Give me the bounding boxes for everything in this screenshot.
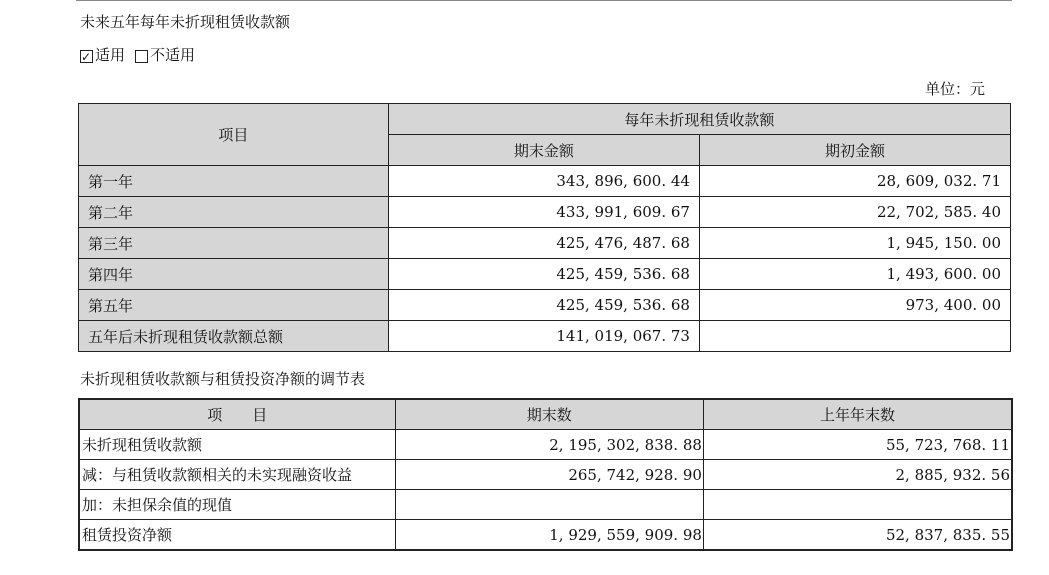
- row-end-amount: 425, 459, 536. 68: [388, 290, 699, 321]
- table-row: [79, 228, 1011, 259]
- reconciliation-heading: 未折现租赁收款额与租赁投资净额的调节表: [80, 370, 366, 388]
- header-group: 每年未折现租赁收款额: [388, 104, 1010, 135]
- table-row: [79, 490, 1012, 520]
- row-end-amount: 343, 896, 600. 44: [388, 166, 699, 197]
- row-end: 265, 742, 928. 90: [395, 460, 703, 490]
- row-item: 第二年: [79, 197, 389, 228]
- row-end-amount: 433, 991, 609. 67: [388, 197, 699, 228]
- header-end: 期末数: [395, 399, 703, 430]
- table-row: [79, 520, 1012, 551]
- header-item: 项 目: [79, 399, 395, 430]
- table-row: [79, 290, 1011, 321]
- row-item: 第四年: [79, 259, 389, 290]
- row-item: 第三年: [79, 228, 389, 259]
- row-end: 1, 929, 559, 909. 98: [395, 520, 703, 551]
- table-row: [79, 197, 1011, 228]
- row-begin-amount: 28, 609, 032. 71: [699, 166, 1010, 197]
- section-heading: 未来五年每年未折现租赁收款额: [80, 13, 291, 31]
- table-header-row: [79, 104, 1011, 135]
- applicable-label: 适用: [95, 46, 126, 64]
- row-item: 加：未担保余值的现值: [79, 490, 395, 520]
- row-item: 五年后未折现租赁收款额总额: [79, 321, 389, 352]
- row-begin-amount: [699, 321, 1010, 352]
- row-begin-amount: 1, 493, 600. 00: [699, 259, 1010, 290]
- table-row: [79, 166, 1011, 197]
- table-row: [79, 321, 1011, 352]
- row-begin-amount: 973, 400. 00: [699, 290, 1010, 321]
- checked-box-icon[interactable]: [80, 50, 93, 63]
- row-item: 减：与租赁收款额相关的未实现融资收益: [79, 460, 395, 490]
- row-end-amount: 425, 476, 487. 68: [388, 228, 699, 259]
- unit-label: 单位：元: [925, 80, 986, 98]
- table-row: [79, 430, 1012, 460]
- row-item: 第五年: [79, 290, 389, 321]
- row-prev: 55, 723, 768. 11: [703, 430, 1012, 460]
- header-end-amount: 期末金额: [388, 135, 699, 166]
- table-row: [79, 460, 1012, 490]
- applicability-options: [80, 45, 195, 65]
- row-item: 租赁投资净额: [79, 520, 395, 551]
- not-applicable-label: 不适用: [150, 46, 196, 64]
- row-begin-amount: 22, 702, 585. 40: [699, 197, 1010, 228]
- header-prev-year-end: 上年年末数: [703, 399, 1012, 430]
- top-rule: [76, 0, 1012, 1]
- table-header-row: [79, 399, 1012, 430]
- table-row: [79, 259, 1011, 290]
- row-prev: [703, 490, 1012, 520]
- header-begin-amount: 期初金额: [699, 135, 1010, 166]
- row-end: [395, 490, 703, 520]
- header-item: 项目: [79, 104, 389, 166]
- row-prev: 52, 837, 835. 55: [703, 520, 1012, 551]
- row-item: 未折现租赁收款额: [79, 430, 395, 460]
- row-item: 第一年: [79, 166, 389, 197]
- row-end-amount: 141, 019, 067. 73: [388, 321, 699, 352]
- row-begin-amount: 1, 945, 150. 00: [699, 228, 1010, 259]
- row-end: 2, 195, 302, 838. 88: [395, 430, 703, 460]
- unchecked-box-icon[interactable]: [135, 50, 148, 63]
- lease-receipts-table: [78, 103, 1011, 352]
- row-end-amount: 425, 459, 536. 68: [388, 259, 699, 290]
- row-prev: 2, 885, 932. 56: [703, 460, 1012, 490]
- reconciliation-table: [78, 398, 1013, 551]
